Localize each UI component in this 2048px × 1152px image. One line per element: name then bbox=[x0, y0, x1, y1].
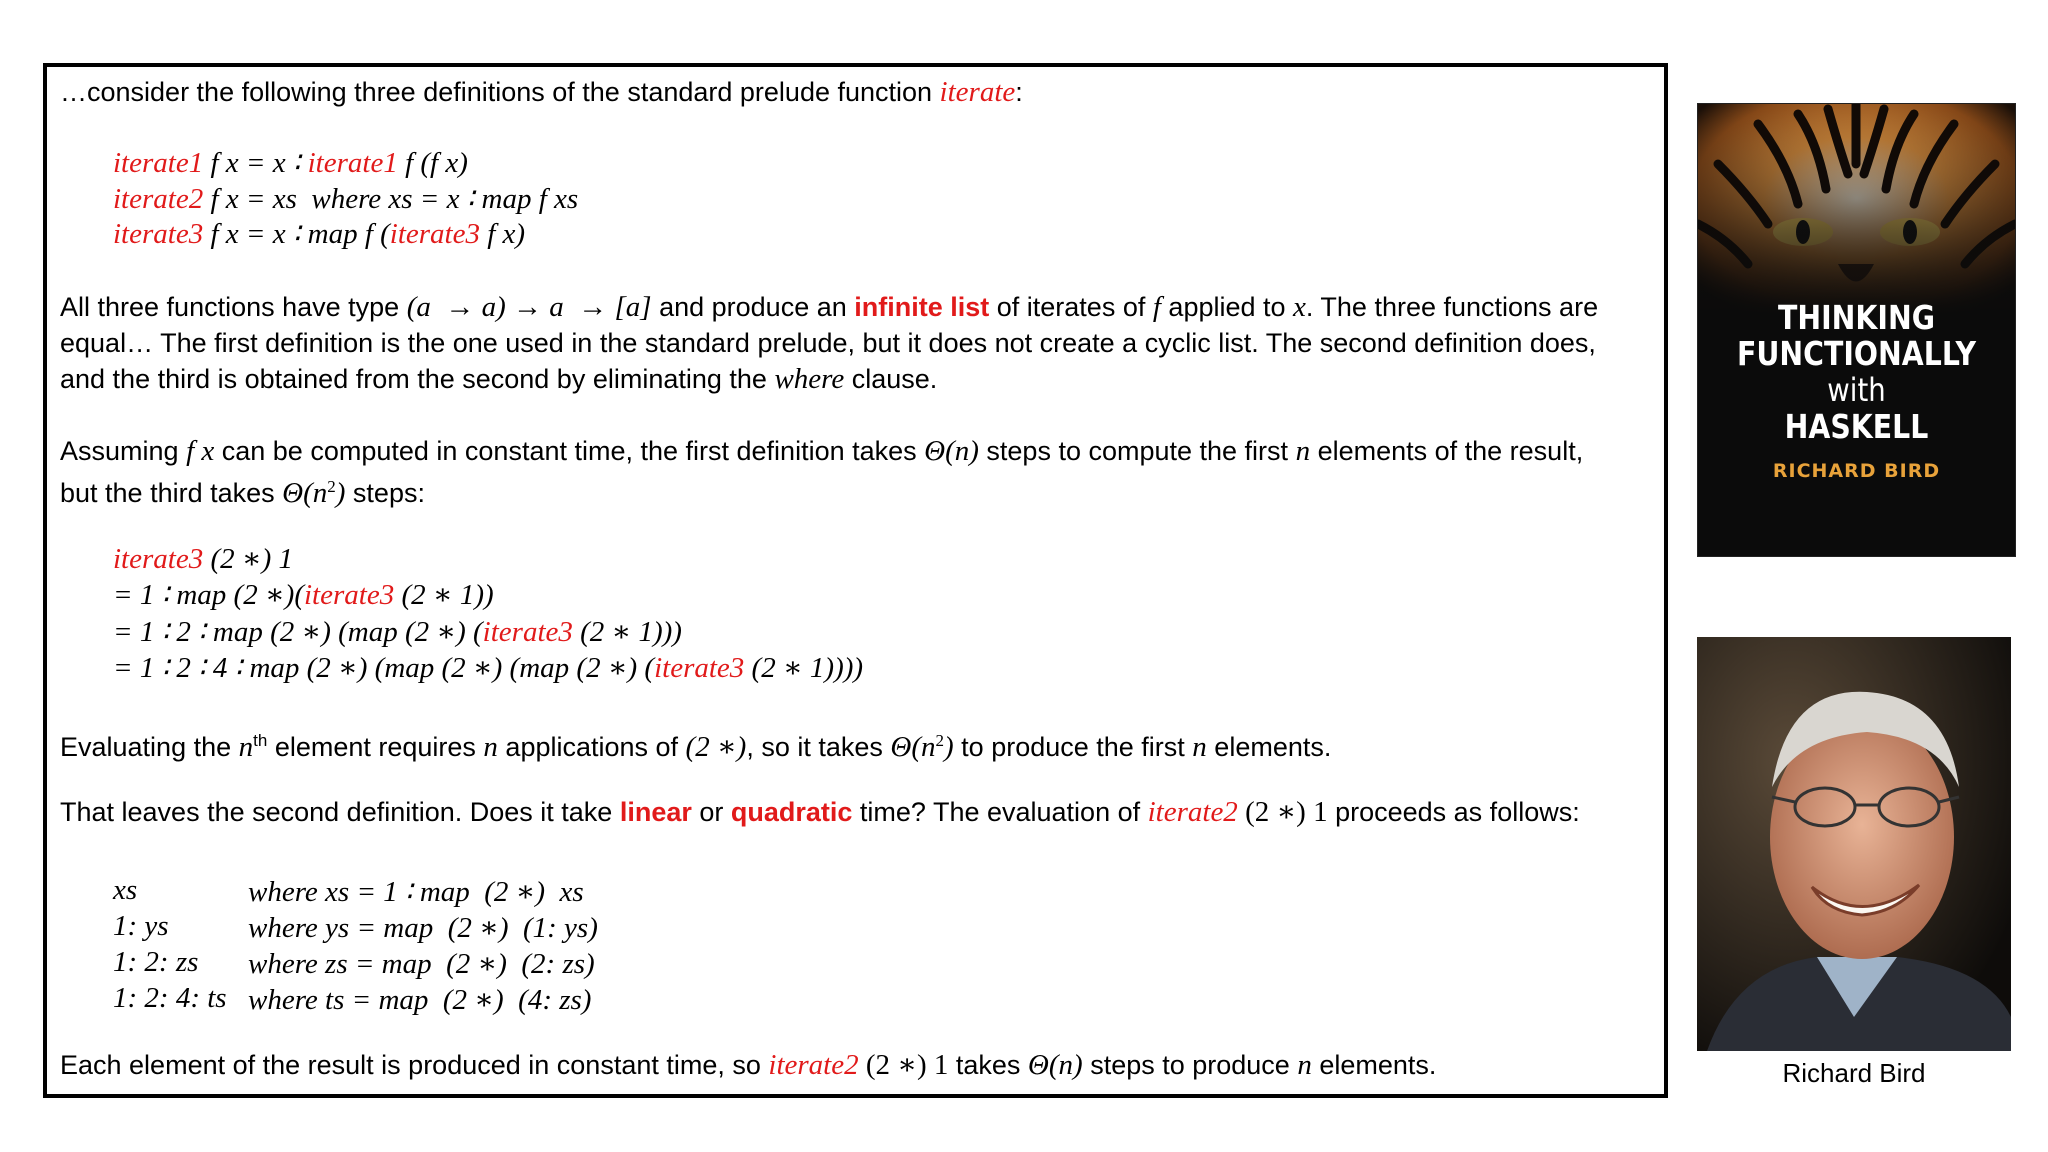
type-signature: (a → a) → a → [a] bbox=[406, 291, 652, 323]
math-n: n bbox=[1297, 1049, 1312, 1081]
intro-colon: : bbox=[1015, 77, 1023, 107]
math-expr: (2 ∗) 1 bbox=[1237, 796, 1328, 828]
def-name: iterate3 bbox=[113, 218, 204, 250]
math-theta-n-squared bbox=[890, 731, 953, 763]
def-body: f x = x ∶ map f ( bbox=[203, 218, 390, 250]
definition-iterate1 bbox=[113, 145, 468, 180]
text: All three functions have type bbox=[60, 292, 407, 322]
theta-close: ) bbox=[944, 731, 954, 763]
expr: (2 ∗ 1)) bbox=[394, 579, 494, 611]
intro-function-name: iterate bbox=[939, 76, 1016, 108]
text: elements of the result, bbox=[1310, 436, 1584, 466]
para2-line1 bbox=[60, 433, 1583, 469]
para4-line bbox=[60, 794, 1580, 830]
eval2-right-expr: where ys = map (2 ∗) (1: ys) bbox=[248, 912, 598, 944]
para1-line2: equal… The first definition is the one used in the standard prelude, but it does not create a cyclic list. The second definition does, bbox=[60, 328, 1596, 358]
text: elements. bbox=[1206, 732, 1332, 762]
eval3-row2 bbox=[113, 577, 494, 612]
intro-line bbox=[60, 74, 1023, 110]
eval2-left-expr: xs bbox=[113, 874, 138, 906]
text: can be computed in constant time, the first definition takes bbox=[214, 436, 925, 466]
text: elements. bbox=[1311, 1050, 1437, 1080]
text: element requires bbox=[267, 732, 484, 762]
text: but the third takes bbox=[60, 478, 283, 508]
text: steps to produce bbox=[1082, 1050, 1298, 1080]
text: time? The evaluation of bbox=[852, 797, 1148, 827]
photo-caption: Richard Bird bbox=[1782, 1058, 1926, 1088]
math-theta-n: Θ(n) bbox=[1027, 1049, 1083, 1081]
fn-name: iterate3 bbox=[482, 616, 573, 648]
eval2-left-expr: 1: ys bbox=[113, 910, 169, 942]
math-theta-n: Θ(n) bbox=[924, 435, 979, 467]
intro-text: …consider the following three definitions of the standard prelude function bbox=[60, 77, 940, 107]
theta-text: Θ(n bbox=[282, 477, 328, 509]
expr: = 1 ∶ 2 ∶ 4 ∶ map (2 ∗) (map (2 ∗) (map (2 ∗) ( bbox=[113, 652, 655, 684]
para1-line1 bbox=[60, 289, 1598, 325]
fn-name: iterate2 bbox=[768, 1049, 859, 1081]
math-n: n bbox=[1192, 731, 1207, 763]
author-photo bbox=[1697, 637, 2011, 1051]
math-theta-n-squared bbox=[282, 477, 345, 509]
def-body: f x = xs where xs = x ∶ map f xs bbox=[203, 183, 579, 215]
book-title-line4: HASKELL bbox=[1784, 407, 1929, 446]
text: clause. bbox=[844, 364, 938, 394]
text: to produce the first bbox=[953, 732, 1193, 762]
eval2-right-expr: where xs = 1 ∶ map (2 ∗) xs bbox=[248, 876, 584, 908]
expr: (2 ∗ 1)))) bbox=[744, 652, 864, 684]
book-title-line1: THINKING bbox=[1777, 298, 1936, 337]
text: of iterates of bbox=[989, 292, 1153, 322]
def-name: iterate1 bbox=[113, 147, 204, 179]
eval2-right-expr: where zs = map (2 ∗) (2: zs) bbox=[248, 948, 595, 980]
superscript: 2 bbox=[327, 477, 336, 496]
def-body: f x) bbox=[479, 218, 526, 250]
book-title-line2: FUNCTIONALLY bbox=[1736, 334, 1977, 373]
eval3-row4 bbox=[113, 650, 863, 685]
def-body: f x = x ∶ bbox=[203, 147, 308, 179]
text: That leaves the second definition. Does it take bbox=[60, 797, 620, 827]
fn-name: iterate3 bbox=[113, 543, 204, 575]
para3-line bbox=[60, 723, 1331, 765]
book-cover bbox=[1697, 103, 2016, 557]
definition-iterate2 bbox=[113, 181, 578, 216]
text: and the third is obtained from the second by eliminating the bbox=[60, 364, 775, 394]
text: or bbox=[691, 797, 731, 827]
def-body: f (f x) bbox=[397, 147, 468, 179]
text: and produce an bbox=[651, 292, 855, 322]
text: . The three functions are bbox=[1305, 292, 1599, 322]
def-name: iterate2 bbox=[113, 183, 204, 215]
text: proceeds as follows: bbox=[1327, 797, 1580, 827]
math-x: x bbox=[1293, 291, 1306, 323]
book-author: RICHARD BIRD bbox=[1772, 460, 1941, 482]
expr: (2 ∗ 1))) bbox=[572, 616, 682, 648]
highlight-linear: linear bbox=[619, 797, 692, 827]
text: takes bbox=[948, 1050, 1028, 1080]
para2-line2 bbox=[60, 469, 425, 511]
para1-line3 bbox=[60, 361, 937, 397]
eval3-row3 bbox=[113, 614, 682, 649]
fn-name: iterate3 bbox=[654, 652, 745, 684]
theta-close: ) bbox=[335, 477, 346, 509]
fn-name: iterate2 bbox=[1147, 796, 1238, 828]
highlight-quadratic: quadratic bbox=[730, 797, 853, 827]
para5-line bbox=[60, 1047, 1436, 1083]
def-name: iterate1 bbox=[307, 147, 398, 179]
def-name: iterate3 bbox=[389, 218, 480, 250]
text: Evaluating the bbox=[60, 732, 239, 762]
text: steps: bbox=[345, 478, 425, 508]
math-n: n bbox=[238, 731, 254, 763]
math-fx: f x bbox=[186, 435, 215, 467]
expr: = 1 ∶ map (2 ∗)( bbox=[113, 579, 304, 611]
math-op: (2 ∗) bbox=[685, 731, 747, 763]
text: steps to compute the first bbox=[978, 436, 1296, 466]
fn-name: iterate3 bbox=[304, 579, 395, 611]
eval2-left-expr: 1: 2: zs bbox=[113, 946, 199, 978]
text: , so it takes bbox=[746, 732, 891, 762]
expr: (2 ∗) 1 bbox=[203, 543, 293, 575]
definition-iterate3 bbox=[113, 216, 525, 251]
math-where: where bbox=[774, 363, 845, 395]
eval2-left-expr: 1: 2: 4: ts bbox=[113, 982, 227, 1014]
book-title-with: with bbox=[1827, 371, 1886, 409]
math-n: n bbox=[483, 731, 498, 763]
text: Each element of the result is produced in constant time, so bbox=[60, 1050, 769, 1080]
portrait-image bbox=[1697, 637, 2011, 1051]
text: applications of bbox=[497, 732, 686, 762]
math-expr: (2 ∗) 1 bbox=[858, 1049, 949, 1081]
tiger-face-image bbox=[1698, 104, 2015, 314]
text: applied to bbox=[1160, 292, 1294, 322]
theta-text: Θ(n bbox=[890, 731, 936, 763]
expr: = 1 ∶ 2 ∶ map (2 ∗) (map (2 ∗) ( bbox=[113, 616, 483, 648]
text: Assuming bbox=[60, 436, 187, 466]
math-f: f bbox=[1152, 291, 1161, 323]
eval2-right-expr: where ts = map (2 ∗) (4: zs) bbox=[248, 984, 592, 1016]
superscript: 2 bbox=[935, 731, 944, 750]
highlight-infinite-list: infinite list bbox=[854, 292, 990, 322]
superscript-th: th bbox=[253, 731, 268, 750]
eval3-row1 bbox=[113, 541, 293, 576]
math-n: n bbox=[1295, 435, 1311, 467]
